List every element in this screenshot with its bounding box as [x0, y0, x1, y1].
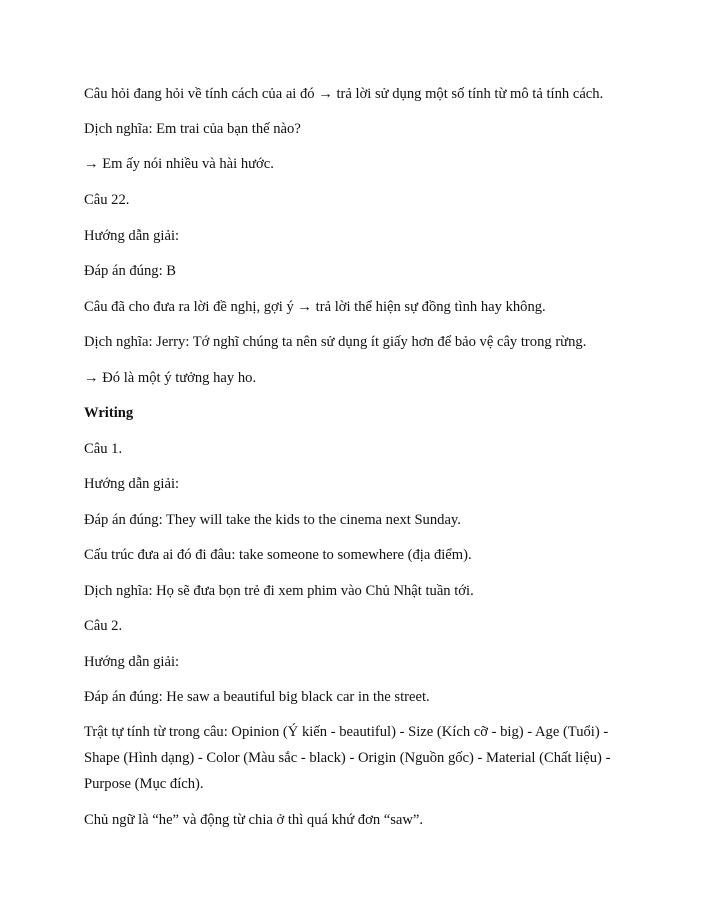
answer-line: Đáp án đúng: B — [84, 263, 177, 279]
paragraph-translation: Dịch nghĩa: Họ sẽ đưa bọn trẻ đi xem phim vào Chủ Nhật tuần tới. — [84, 583, 474, 599]
guide-heading: Hướng dẫn giải: — [84, 476, 180, 492]
paragraph-translation: Dịch nghĩa: Jerry: Tớ nghĩ chúng ta nên sử dụng ít giấy hơn để bảo vệ cây trong rừng. — [84, 334, 587, 350]
answer-line: Đáp án đúng: He saw a beautiful big black car in the street. — [84, 689, 430, 705]
guide-heading: Hướng dẫn giải: — [84, 228, 180, 244]
section-heading-writing: Writing — [84, 405, 134, 421]
paragraph-translation: Dịch nghĩa: Em trai của bạn thế nào? — [84, 121, 301, 137]
paragraph-explanation: Câu đã cho đưa ra lời đề nghị, gợi ý → trả lời thể hiện sự đồng tình hay không. — [84, 299, 546, 315]
paragraph-structure: Cấu trúc đưa ai đó đi đâu: take someone to somewhere (địa điểm). — [84, 547, 472, 563]
guide-heading: Hướng dẫn giải: — [84, 654, 180, 670]
question-heading-22: Câu 22. — [84, 192, 130, 208]
paragraph-adjective-order: Trật tự tính từ trong câu: Opinion (Ý kiến - beautiful) - Size (Kích cỡ - big) - Age (Tuổi) - Shape (Hình dạng) - Color (Màu sắc - black) - Origin (Nguồn gốc) - Material (Chất liệu) - Purpose (Mục đích). — [84, 724, 611, 792]
paragraph-subject-verb: Chủ ngữ là “he” và động từ chia ở thì quá khứ đơn “saw”. — [84, 812, 424, 828]
question-heading-1: Câu 1. — [84, 441, 123, 457]
paragraph-answer-translation: → Em ấy nói nhiều và hài hước. — [84, 156, 274, 172]
answer-line: Đáp án đúng: They will take the kids to the cinema next Sunday. — [84, 512, 461, 528]
paragraph-question-explanation: Câu hỏi đang hỏi về tính cách của ai đó → trả lời sử dụng một số tính từ mô tả tính cách. — [84, 86, 604, 102]
paragraph-answer-translation: → Đó là một ý tưởng hay ho. — [84, 370, 257, 386]
question-heading-2: Câu 2. — [84, 618, 123, 634]
